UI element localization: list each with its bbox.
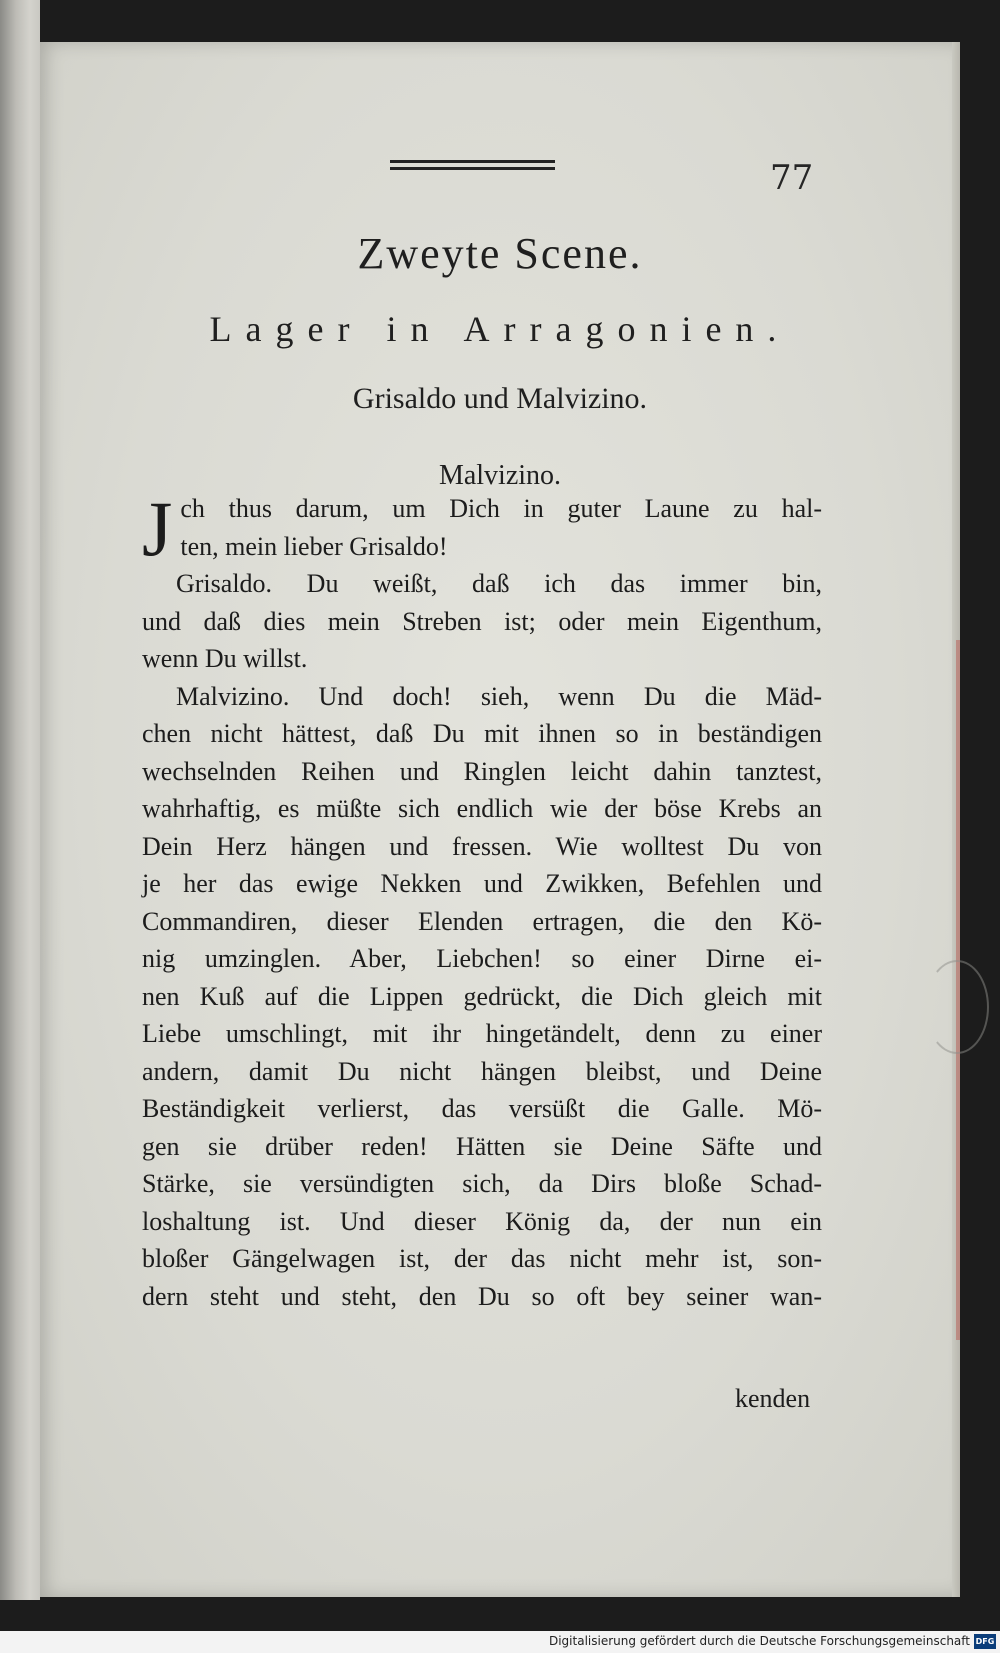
- catchword: kenden: [735, 1384, 811, 1413]
- text-line: chen nicht hättest, daß Du mit ihnen so in beständigen: [142, 719, 822, 748]
- text-line: loshaltung ist. Und dieser König da, der nun ein: [142, 1206, 822, 1236]
- text-line: und daß dies mein Streben ist; oder mein Eigenthum,: [142, 606, 822, 636]
- text-line: Liebe umschlingt, mit ihr hingetändelt, denn zu einer: [142, 1019, 822, 1048]
- thumb-tab-mark: [925, 960, 989, 1054]
- page-number: 77: [770, 158, 814, 198]
- funding-credit: Digitalisierung gefördert durch die Deutsche Forschungsgemeinschaft: [548, 1634, 970, 1648]
- text-line: andern, damit Du nicht hängen bleibst, und Deine: [142, 1056, 822, 1086]
- scene-title: Zweyte Scene.: [357, 229, 643, 278]
- text-line: Beständigkeit verlierst, das versüßt die Galle. Mö-: [142, 1094, 822, 1123]
- speaker-heading: Malvizino.: [438, 460, 562, 491]
- scene-characters: Grisaldo und Malvizino.: [352, 382, 648, 415]
- text-line: Grisaldo. Du weißt, daß ich das immer bin,: [176, 569, 822, 598]
- text-line: nig umzinglen. Aber, Liebchen! so einer Dirne ei-: [142, 944, 822, 973]
- text-line: dern steht und steht, den Du so oft bey seiner wan-: [142, 1281, 822, 1311]
- text-line: Stärke, sie versündigten sich, da Dirs bloße Schad-: [142, 1169, 822, 1198]
- text-line: wenn Du willst.: [142, 644, 308, 673]
- text-line: nen Kuß auf die Lippen gedrückt, die Dich gleich mit: [142, 981, 822, 1011]
- text-line: je her das ewige Nekken und Zwikken, Befehlen und: [142, 869, 822, 898]
- scene-location: Lager in Arragonien.: [209, 309, 791, 349]
- header-rule: [390, 160, 555, 163]
- text-line: wechselnden Reihen und Ringlen leicht dahin tanztest,: [142, 756, 822, 786]
- text-line: gen sie drüber reden! Hätten sie Deine Säfte und: [142, 1131, 822, 1161]
- text-line: Commandiren, dieser Elenden ertragen, die den Kö-: [142, 906, 822, 936]
- footer-bar: [0, 1631, 1000, 1653]
- text-line: ch thus darum, um Dich in guter Laune zu hal-: [180, 494, 822, 523]
- body-text: [142, 485, 822, 1315]
- text-line: bloßer Gängelwagen ist, der das nicht mehr ist, son-: [142, 1244, 822, 1273]
- text-line: Malvizino. Und doch! sieh, wenn Du die Mäd-: [176, 681, 822, 711]
- text-line: Dein Herz hängen und fressen. Wie wolltest Du von: [142, 831, 822, 861]
- text-line: wahrhaftig, es müßte sich endlich wie der böse Krebs an: [142, 794, 822, 823]
- drop-cap: J: [142, 485, 173, 572]
- text-line: ten, mein lieber Grisaldo!: [180, 531, 448, 561]
- dfg-logo-icon: DFG: [974, 1634, 996, 1649]
